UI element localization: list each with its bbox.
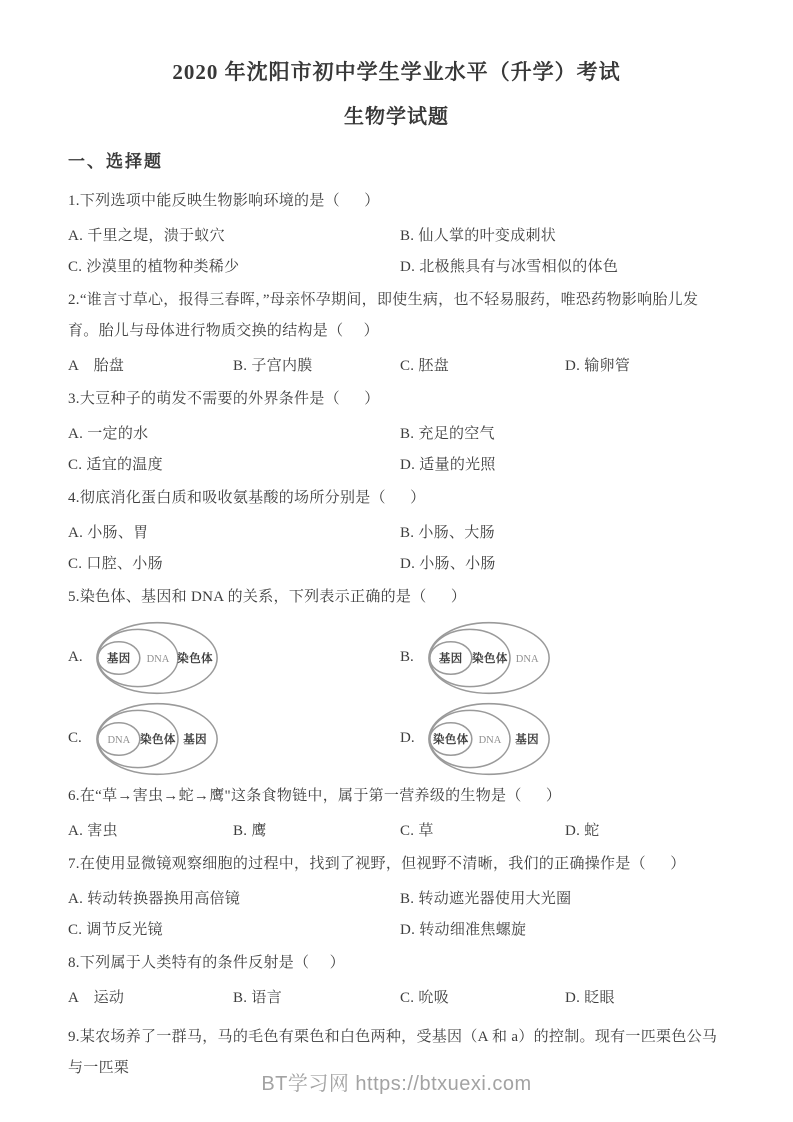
diagram-ring-label: 基因	[515, 733, 540, 746]
section-heading: 一、选择题	[68, 152, 163, 171]
question-stem: 3.大豆种子的萌发不需要的外界条件是（ ）	[68, 391, 380, 407]
answer-option: D. 输卵管	[565, 358, 631, 374]
options-grid	[68, 983, 725, 1014]
answer-option: C. 口腔、小肠	[68, 556, 163, 572]
question	[68, 483, 725, 580]
watermark-footer: BT学习网 https://btxuexi.com	[261, 1073, 532, 1095]
diagram-ring-label: 染色体	[177, 652, 214, 665]
answer-option: A. 小肠、胃	[68, 525, 149, 541]
page-title: 2020 年沈阳市初中学生学业水平（升学）考试	[172, 60, 621, 84]
question	[68, 186, 725, 283]
answer-option: A 胎盘	[68, 358, 125, 374]
answer-option: C. 适宜的温度	[68, 457, 163, 473]
answer-option: D. 小肠、小肠	[400, 556, 496, 572]
diagram-option-letter: A.	[68, 649, 83, 665]
question-stem: 6.在“草→害虫→蛇→鹰"这条食物链中，属于第一营养级的生物是（ ）	[68, 788, 562, 804]
question	[68, 781, 725, 847]
answer-option: B. 语言	[233, 990, 283, 1006]
answer-option: D. 适量的光照	[400, 457, 496, 473]
diagram-ring-label: DNA	[515, 653, 539, 665]
diagram-option-letter: B.	[400, 649, 414, 665]
question-stem: 8.下列属于人类特有的条件反射是（ ）	[68, 955, 345, 971]
diagram-option	[68, 617, 400, 698]
answer-option: B. 子宫内膜	[233, 358, 313, 374]
question	[68, 948, 725, 1014]
diagram-ring-label: 染色体	[140, 733, 176, 746]
question-stem: 5.染色体、基因和 DNA 的关系，下列表示正确的是（ ）	[68, 589, 467, 605]
answer-option: C. 吮吸	[400, 990, 450, 1006]
question	[68, 285, 725, 382]
nested-ellipse-diagram	[94, 701, 220, 777]
options-grid	[68, 351, 725, 382]
diagram-ring-label: DNA	[478, 734, 502, 746]
question-stem: 4.彻底消化蛋白质和吸收氨基酸的场所分别是（ ）	[68, 490, 426, 506]
diagram-ring-label: DNA	[146, 653, 170, 665]
diagram-option-letter: C.	[68, 730, 82, 746]
answer-option: D. 眨眼	[565, 990, 615, 1006]
answer-option: C. 草	[400, 823, 434, 839]
diagram-ring-label: 染色体	[432, 733, 469, 746]
answer-option: A. 害虫	[68, 823, 118, 839]
answer-option: D. 转动细准焦螺旋	[400, 922, 527, 938]
question	[68, 582, 725, 779]
answer-option: B. 充足的空气	[400, 426, 495, 442]
answer-option: A. 一定的水	[68, 426, 149, 442]
nested-ellipse-diagram	[426, 620, 552, 696]
options-grid	[68, 518, 725, 580]
answer-option: A. 转动转换器换用高倍镜	[68, 891, 241, 907]
diagram-ring-label: 基因	[183, 733, 208, 746]
question	[68, 849, 725, 946]
answer-option: C. 胚盘	[400, 358, 450, 374]
answer-option: B. 鹰	[233, 823, 267, 839]
answer-option: D. 蛇	[565, 823, 600, 839]
answer-option: A. 千里之堤，溃于蚁穴	[68, 228, 225, 244]
diagram-ring-label: 染色体	[472, 652, 508, 665]
answer-option: D. 北极熊具有与冰雪相似的体色	[400, 259, 619, 275]
options-grid	[68, 816, 725, 847]
diagram-option	[400, 617, 725, 698]
question-stem: 2.“谁言寸草心，报得三春晖，”母亲怀孕期间，即使生病，也不轻易服药，唯恐药物影响胎儿发育。胎儿与母体进行物质交换的结构是（ ）	[68, 292, 699, 339]
diagram-options-grid	[68, 617, 725, 779]
diagram-option	[400, 698, 725, 779]
answer-option: B. 小肠、大肠	[400, 525, 495, 541]
question-stem: 1.下列选项中能反映生物影响环境的是（ ）	[68, 193, 380, 209]
options-grid	[68, 884, 725, 946]
question-stem: 7.在使用显微镜观察细胞的过程中，找到了视野，但视野不清晰，我们的正确操作是（ ）	[68, 856, 686, 872]
answer-option: C. 沙漠里的植物种类稀少	[68, 259, 240, 275]
options-grid	[68, 419, 725, 481]
diagram-ring-label: 基因	[106, 652, 131, 665]
answer-option: A 运动	[68, 990, 125, 1006]
question-stem: 9.某农场养了一群马，马的毛色有栗色和白色两种，受基因（A 和 a）的控制。现有一匹栗色公马与一匹栗	[68, 1029, 718, 1076]
questions-list	[68, 186, 725, 1084]
nested-ellipse-diagram	[426, 701, 552, 777]
options-grid	[68, 221, 725, 283]
answer-option: B. 转动遮光器使用大光圈	[400, 891, 572, 907]
answer-option: C. 调节反光镜	[68, 922, 163, 938]
diagram-option-letter: D.	[400, 730, 415, 746]
answer-option: B. 仙人掌的叶变成刺状	[400, 228, 557, 244]
question	[68, 384, 725, 481]
diagram-option	[68, 698, 400, 779]
diagram-ring-label: 基因	[438, 652, 463, 665]
diagram-ring-label: DNA	[107, 734, 131, 746]
page-subtitle: 生物学试题	[344, 106, 449, 128]
nested-ellipse-diagram	[94, 620, 220, 696]
